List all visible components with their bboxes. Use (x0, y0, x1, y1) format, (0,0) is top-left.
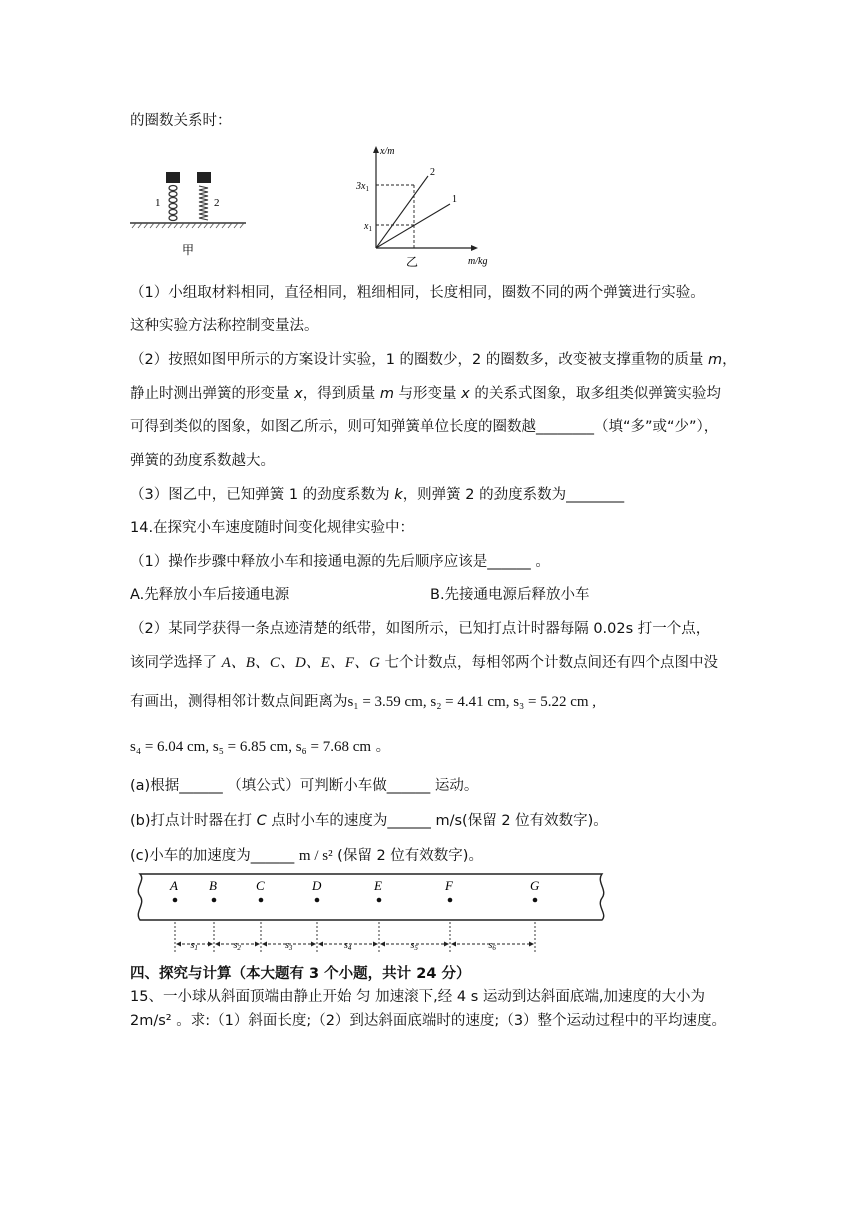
var-c: C (256, 813, 267, 829)
segment-arrowhead (215, 942, 220, 947)
segment-arrowhead (451, 942, 456, 947)
text: （2）某同学获得一条点迹清楚的纸带，如图所示，已知打点计时器每隔 0.02s 打一个点， (130, 621, 711, 637)
tape-dot (377, 898, 382, 903)
text: 这种实验方法称控制变量法。 (130, 318, 319, 334)
text: (a)根据______ （填公式）可判断小车做______ 运动。 (130, 778, 479, 794)
text: 点时小车的速度为______ m/s(保留 2 位有效数字)。 (266, 813, 608, 829)
line-2-label: 2 (430, 167, 435, 178)
text-line (130, 692, 596, 712)
text: （3）图乙中，已知弹簧 1 的劲度系数为 (130, 487, 395, 503)
var-m: m (708, 352, 723, 368)
guide-dashes (376, 185, 414, 248)
y-axis-label: x/m (380, 146, 395, 157)
unit: m / s² (298, 848, 333, 864)
tick-3x1: $3x_1$ (356, 181, 369, 193)
figure-yi (352, 140, 512, 270)
tape-dot (533, 898, 538, 903)
text-line (130, 111, 232, 131)
figure-yi-caption: 乙 (406, 255, 419, 269)
tape-point-label: B (209, 878, 217, 893)
text-line (130, 417, 718, 437)
figure-jia-caption: 甲 (182, 243, 195, 257)
tape-dot (259, 898, 264, 903)
text: 。 (371, 739, 391, 755)
text: 四、探究与计算（本大题有 3 个小题，共计 24 分） (130, 966, 471, 982)
segment-arrowhead (262, 942, 267, 947)
text: 的圈数关系时： (130, 113, 232, 129)
line-2 (376, 176, 428, 248)
text: B.先接通电源后释放小车 (430, 587, 590, 603)
option-b (430, 585, 590, 605)
text: 14.在探究小车速度随时间变化规律实验中： (130, 520, 415, 536)
text: 该同学选择了 (130, 655, 222, 671)
question-heading (130, 518, 414, 538)
text-line (130, 653, 718, 673)
segment-label: $s_6$ (488, 940, 496, 952)
text-line (130, 485, 624, 505)
text: （1）小组取材料相同，直径相同，粗细相同，长度相同，圈数不同的两个弹簧进行实验。 (130, 285, 705, 301)
segment-label: $s_2$ (233, 940, 241, 952)
text: 静止时测出弹簧的形变量 (130, 386, 295, 402)
tape-dot (315, 898, 320, 903)
text: 2m/s² 。求:（1）斜面长度;（2）到达斜面底端时的速度;（3）整个运动过程中的平均速度。 (130, 1013, 727, 1029)
option-a (130, 585, 289, 605)
text-line (130, 451, 275, 471)
line-1 (376, 204, 450, 248)
text: 与形变量 (393, 386, 462, 402)
formula: s₄ = 6.04 cm, s₅ = 6.85 cm, s₆ = 7.68 cm (130, 739, 372, 755)
text: (c)小车的加速度为______ (130, 848, 299, 864)
text: ， (722, 352, 737, 368)
text-line (130, 552, 550, 572)
text: 的关系式图象，取多组类似弹簧实验均 (469, 386, 721, 402)
line-1-label: 1 (452, 194, 457, 205)
tape-point-label: F (445, 878, 453, 893)
x-axis-label: m/kg (468, 256, 488, 267)
text-line (130, 1011, 726, 1031)
text: 七个计数点，每相邻两个计数点间还有四个点图中没 (379, 655, 719, 671)
segment-arrowhead (311, 942, 316, 947)
tick-x1: $x_1$ (364, 221, 372, 233)
text-line (130, 776, 478, 796)
var-m: m (379, 386, 394, 402)
x-axis-arrow (471, 245, 478, 251)
tape-point-label: G (530, 878, 540, 893)
text-line (130, 737, 390, 757)
text-line (130, 350, 737, 370)
segment-label: $s_4$ (344, 940, 352, 952)
var-x: x (294, 386, 303, 402)
spring-1-label: 1 (155, 197, 161, 209)
text: 弹簧的劲度系数越大。 (130, 453, 275, 469)
text-line (130, 619, 710, 639)
tape-dot (173, 898, 178, 903)
tape-point-label: C (256, 878, 265, 893)
segment-label: $s_3$ (285, 940, 293, 952)
text: （1）操作步骤中释放小车和接通电源的先后顺序应该是______ 。 (130, 554, 550, 570)
tape-dot (212, 898, 217, 903)
tape-point-label: E (374, 878, 382, 893)
text: （2）按照如图甲所示的方案设计实验，1 的圈数少，2 的圈数多，改变被支撑重物的质量 (130, 352, 708, 368)
weight-block-1 (166, 172, 180, 183)
text: (b)打点计时器在打 (130, 813, 257, 829)
weight-block-2 (197, 172, 211, 183)
segment-arrowhead (208, 942, 213, 947)
section-heading (130, 964, 470, 984)
paper-tape-figure (128, 868, 610, 968)
text: (保留 2 位有效数字)。 (332, 848, 483, 864)
segment-arrowhead (176, 942, 181, 947)
text: 可得到类似的图象，如图乙所示，则可知弹簧单位长度的圈数越________（填“多”或“少”）， (130, 419, 719, 435)
tape-point-label: A (170, 878, 178, 893)
segment-arrowhead (444, 942, 449, 947)
text: 有画出，测得相邻计数点间距离为 (130, 694, 348, 710)
spring-1 (169, 186, 177, 221)
point-list: A、B、C、D、E、F、G (221, 655, 380, 671)
var-x: x (461, 386, 470, 402)
spring-2 (199, 186, 208, 220)
text-line (130, 811, 608, 831)
spring-2-label: 2 (214, 197, 220, 209)
formula: s₁ = 3.59 cm, s₂ = 4.41 cm, s₃ = 5.22 cm , (347, 694, 597, 710)
segment-arrowhead (373, 942, 378, 947)
text-line (130, 987, 705, 1007)
var-k: k (394, 487, 403, 503)
segment-arrowhead (380, 942, 385, 947)
text-line (130, 384, 721, 404)
segment-label: $s_5$ (410, 940, 418, 952)
text: 15、一小球从斜面顶端由静止开始 匀 加速滚下,经 4 s 运动到达斜面底端,加速度的大小为 (130, 989, 705, 1005)
text-line (130, 316, 319, 336)
y-axis-arrow (373, 146, 379, 153)
segment-arrowhead (529, 942, 534, 947)
tape-point-label: D (312, 878, 322, 893)
text: ，得到质量 (302, 386, 380, 402)
figure-jia (128, 160, 248, 260)
text-line (130, 283, 705, 303)
text: A.先释放小车后接通电源 (130, 587, 290, 603)
text: ，则弹簧 2 的劲度系数为________ (402, 487, 625, 503)
segment-label: $s_1$ (190, 940, 198, 952)
tape-dot (448, 898, 453, 903)
segment-arrowhead (255, 942, 260, 947)
text-line (130, 846, 483, 866)
segment-arrowhead (318, 942, 323, 947)
